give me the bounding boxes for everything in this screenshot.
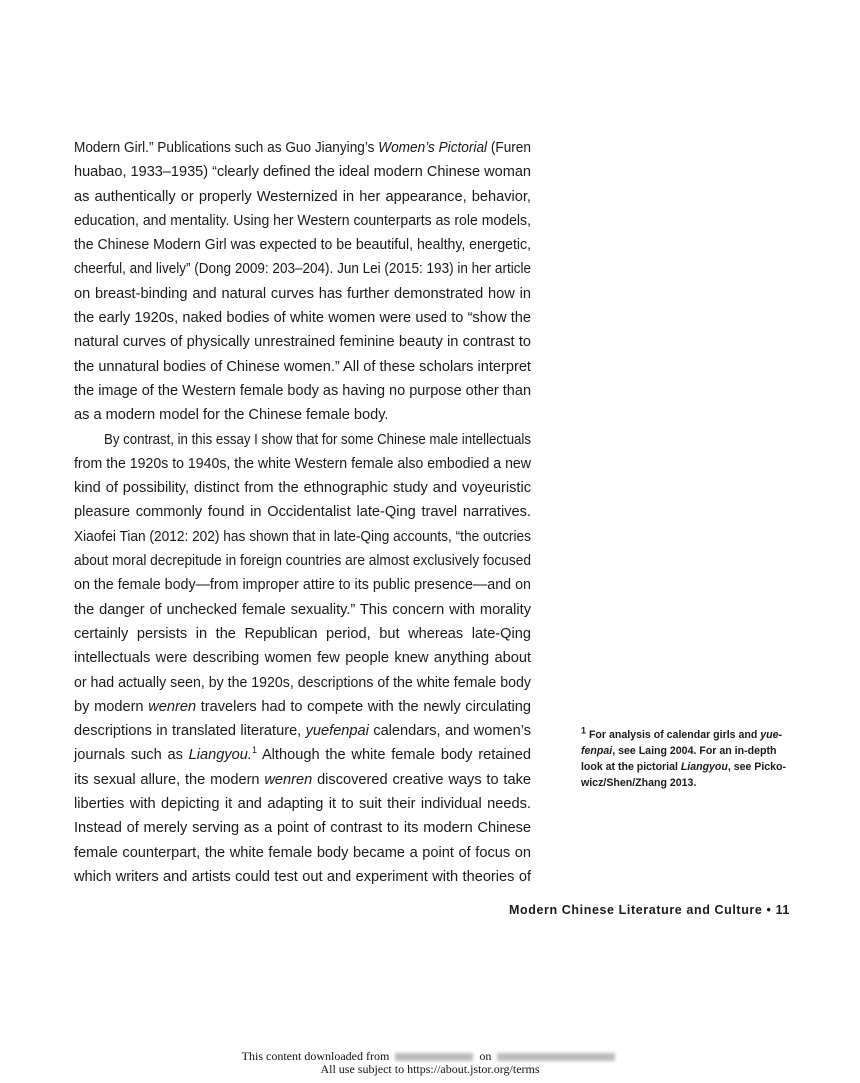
italic-text: fenpai <box>581 745 613 757</box>
text-segment: huabao, 1933–1935) “clearly defined the ideal modern Chinese woman <box>74 164 531 181</box>
italic-text: Liangyou <box>680 761 728 773</box>
text-line <box>74 500 531 524</box>
line-content <box>74 841 531 865</box>
redacted-date <box>497 1053 615 1061</box>
line-content <box>74 622 531 646</box>
line-content <box>74 209 531 233</box>
text-line <box>74 792 531 816</box>
line-content <box>581 775 696 791</box>
line-content <box>74 257 531 281</box>
text-line <box>74 598 531 622</box>
text-segment: which writers and artists could test out and experiment with theories of <box>74 868 531 885</box>
text-line <box>74 136 531 160</box>
text-line <box>74 549 531 573</box>
line-content <box>74 233 531 257</box>
text-segment: Instead of merely serving as a point of contrast to its modern Chinese <box>74 820 531 837</box>
text-line <box>74 671 531 695</box>
text-segment: cheerful, and lively” (Dong 2009: 203–204). Jun Lei (2015: 193) in her article <box>74 261 531 278</box>
jstor-notice <box>0 1050 860 1076</box>
redacted-ip <box>395 1053 473 1061</box>
text-segment: the danger of unchecked female sexuality.” This concern with morality <box>74 601 531 618</box>
text-segment: look at the pictorial <box>581 761 681 773</box>
text-segment: (Furen <box>487 140 531 156</box>
text-segment: or had actually seen, by the 1920s, descriptions of the white female body <box>74 674 531 691</box>
text-line <box>74 573 531 597</box>
line-content <box>74 816 531 840</box>
line-content <box>74 452 531 476</box>
text-segment: the image of the Western female body as having no purpose other than <box>74 382 532 399</box>
text-segment: , see Laing 2004. For an in-depth <box>612 745 777 757</box>
text-segment: wicz/Shen/Zhang 2013. <box>581 777 697 789</box>
running-footer: Modern Chinese Literature and Culture • 11 <box>508 903 790 917</box>
text-segment: its sexual allure, the modern <box>74 771 265 788</box>
line-content <box>74 160 531 184</box>
text-line <box>74 525 531 549</box>
text-segment: certainly persists in the Republican period, but whereas late-Qing <box>74 625 531 642</box>
line-content <box>74 549 531 573</box>
download-text: This content downloaded from <box>241 1049 390 1063</box>
text-line <box>74 695 531 719</box>
text-segment: the unnatural bodies of Chinese women.” All of these scholars interpret <box>74 358 531 375</box>
text-segment: on the female body—from improper attire to its public presence—and on <box>74 577 532 594</box>
line-content <box>74 403 388 427</box>
text-line <box>74 646 531 670</box>
text-segment: Modern Girl.” Publications such as Guo Jianying’s <box>74 140 379 156</box>
line-content <box>74 330 531 354</box>
text-segment: female counterpart, the white female body became a point of focus on <box>74 844 531 861</box>
line-content <box>74 185 531 209</box>
text-line <box>74 355 531 379</box>
text-line <box>74 330 531 354</box>
text-segment: kind of possibility, distinct from the ethnographic study and voyeuristic <box>74 480 531 497</box>
line-content <box>581 727 782 743</box>
footnote <box>581 727 786 791</box>
italic-text: Liangyou. <box>188 747 252 764</box>
text-segment: the early 1920s, naked bodies of white women were used to “show the <box>74 310 532 327</box>
line-content <box>74 525 531 549</box>
line-content <box>74 282 531 306</box>
text-segment: Xiaofei Tian (2012: 202) has shown that in late-Qing accounts, “the outcries <box>74 528 532 545</box>
text-segment: intellectuals were describing women few people knew anything about <box>74 650 532 667</box>
text-segment: travelers had to compete with the newly circulating <box>196 698 531 715</box>
line-content <box>104 428 531 452</box>
text-line <box>74 282 531 306</box>
text-line <box>74 743 531 767</box>
text-segment: discovered creative ways to take <box>312 771 531 788</box>
line-content <box>74 500 531 524</box>
text-segment: By contrast, in this essay I show that for some Chinese male intellectuals <box>104 431 531 448</box>
text-segment: descriptions in translated literature, <box>74 723 306 740</box>
text-line <box>74 257 531 281</box>
on-text: on <box>479 1049 492 1063</box>
text-segment: from the 1920s to 1940s, the white Western female also embodied a new <box>74 455 532 472</box>
text-line <box>74 306 531 330</box>
text-line <box>74 185 531 209</box>
jstor-download-line <box>0 1050 860 1063</box>
text-segment: calendars, and women’s <box>368 723 531 740</box>
text-line <box>74 476 531 500</box>
text-line <box>74 841 531 865</box>
text-segment: For analysis of calendar girls and <box>586 729 761 741</box>
italic-text: wenren <box>148 698 197 715</box>
text-line <box>74 622 531 646</box>
text-segment: about moral decrepitude in foreign countries are almost exclusively focused <box>74 553 531 570</box>
line-content <box>74 719 531 743</box>
footnote-line <box>581 743 786 759</box>
text-segment: as authentically or properly Westernized in her appearance, behavior, <box>74 188 531 205</box>
line-content <box>74 671 531 695</box>
line-content <box>74 306 531 330</box>
text-segment: on breast-binding and natural curves has further demonstrated how in <box>74 285 531 302</box>
text-line <box>74 816 531 840</box>
jstor-terms-link[interactable]: All use subject to https://about.jstor.org/terms <box>320 1062 540 1076</box>
text-line <box>74 233 531 257</box>
line-content <box>74 573 531 597</box>
text-line <box>74 160 531 184</box>
footnote-marker: 1 <box>251 745 257 756</box>
text-segment: , see Picko- <box>727 761 786 773</box>
italic-text: yue- <box>760 729 783 741</box>
italic-text: wenren <box>264 771 313 788</box>
text-line <box>74 403 531 427</box>
text-segment: pleasure commonly found in Occidentalist late-Qing travel narratives. <box>74 504 531 521</box>
line-content <box>74 646 531 670</box>
text-line <box>74 865 531 889</box>
text-line <box>74 719 531 743</box>
text-line <box>74 379 531 403</box>
text-line <box>74 209 531 233</box>
text-segment: by modern <box>74 698 149 715</box>
text-segment: as a modern model for the Chinese female body. <box>74 407 389 424</box>
text-line <box>74 452 531 476</box>
line-content <box>581 743 776 759</box>
italic-text: Women’s Pictorial <box>378 140 488 156</box>
line-content <box>74 355 531 379</box>
text-segment: liberties with depicting it and adapting it to suit their individual needs. <box>74 796 531 813</box>
footnote-marker: 1 <box>581 725 587 736</box>
text-line <box>74 428 531 452</box>
text-segment: Although the white female body retained <box>256 747 531 764</box>
text-segment: education, and mentality. Using her Western counterparts as role models, <box>74 212 531 229</box>
text-segment: natural curves of physically unrestrained feminine beauty in contrast to <box>74 334 531 351</box>
line-content <box>74 792 531 816</box>
line-content <box>74 768 531 792</box>
line-content <box>74 476 531 500</box>
footnote-line <box>581 775 786 791</box>
line-content <box>74 743 531 767</box>
footnote-line <box>581 759 786 775</box>
text-segment: the Chinese Modern Girl was expected to be beautiful, healthy, energetic, <box>74 237 532 254</box>
line-content <box>74 379 531 403</box>
line-content <box>74 695 531 719</box>
line-content <box>581 759 786 775</box>
line-content <box>74 598 531 622</box>
line-content <box>74 865 531 889</box>
text-segment: journals such as <box>74 747 189 764</box>
footnote-line <box>581 727 786 743</box>
italic-text: yuefenpai <box>305 723 369 740</box>
body-text <box>74 136 531 889</box>
text-line <box>74 768 531 792</box>
line-content <box>74 136 531 160</box>
